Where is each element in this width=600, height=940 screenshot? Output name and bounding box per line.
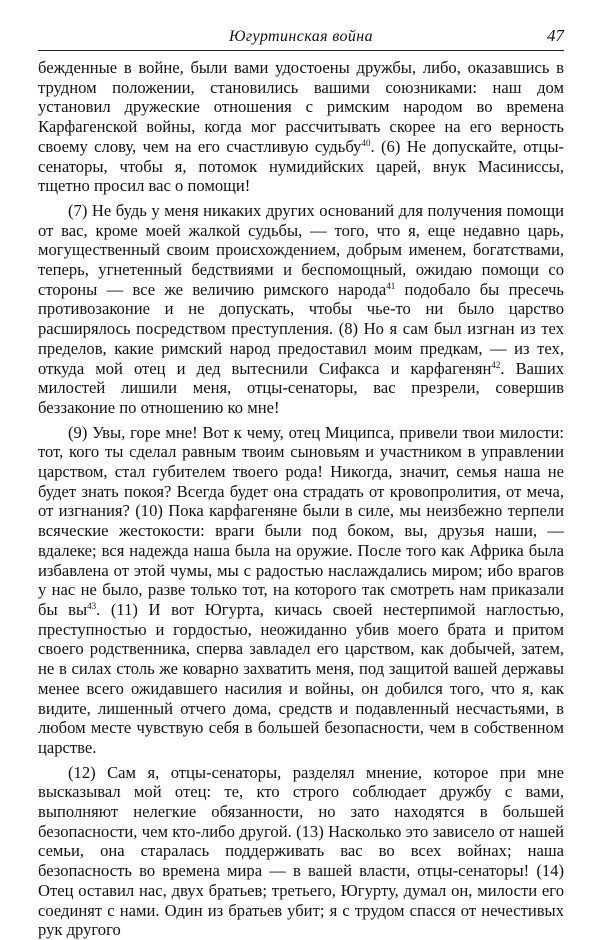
text-segment: подобало бы пресечь противозаконие и не допускать, чтобы чье-то ни было царство расширялось посредством преступления. (8) Но я сам был изгнан из тех пределов, какие римский народ предоставил моим предкам, — из тех, откуда мой отец и дед вытеснили Сифакса и карфагенян: [38, 279, 564, 378]
text-segment: (7) Не будь у меня никаких других оснований для получения помощи от вас, кроме моей жалкой судьбы, — того, что я, еще недавно царь, могущественный своим происхождением, добрым именем, богатствами, теперь, угнетенный бедствиями и беспомощный, ожидаю помощи со стороны — все же величию римского народа: [38, 200, 564, 299]
page-number: 47: [547, 26, 564, 45]
footnote-ref-40[interactable]: 40: [361, 137, 371, 148]
paragraph-2: [38, 201, 564, 418]
running-title: Югуртинская война: [228, 28, 374, 45]
paragraph-4: [38, 763, 564, 940]
footnote-ref-42[interactable]: 42: [491, 359, 501, 370]
text-segment: . (6) Не допускайте, отцы-сенаторы, чтобы я, потомок нумидийских царей, внук Масиниссы, тщетно просил вас о помощи!: [38, 136, 564, 196]
footnote-ref-43[interactable]: 43: [87, 600, 97, 611]
text-segment: . (11) И вот Югурта, кичась своей нестерпимой наглостью, преступностью и гордостью, неожиданно убив моего брата и притом своего родственника, сперва завладел его царством, как добычей, затем, не в силах столь же коварно захватить меня, под защитой вашей державы менее всего ожидавшего насилия и войны, он добился того, что я, как видите, лишенный отчего дома, средств и подавленный несчастьями, в любом месте чувствую себя в большей безопасности, чем в собственном царстве.: [38, 599, 564, 757]
running-header: [38, 28, 564, 48]
paragraph-3: [38, 423, 564, 758]
text-segment: (9) Увы, горе мне! Вот к чему, отец Миципса, привели твои милости: тот, кого ты сделал равным твоим сыновьям и участником в управлении царством, стал губителем твоего рода! Никогда, значит, семья наша не будет знать покоя? Всегда будет она страдать от кровопролития, от меча, от изгнания? (10) Пока карфагеняне были в силе, мы неизбежно терпели всяческие жестокости: враги были под боком, вы, друзья наши, — вдалеке; вся надежда наша была на оружие. После того как Африка была избавлена от этой чумы, мы с радостью наслаждались миром; ибо врагов у нас не было, разве только тот, на которого так смотреть нам приказали бы вы: [38, 422, 564, 619]
header-rule: [38, 50, 564, 51]
text-segment: бежденные в войне, были вами удостоены дружбы, либо, оказавшись в трудном положении, становились вашими союзниками: наш дом установил дружеские отношения с римским народом во времена Карфагенской войны, когда мог рассчитывать скорее на его верность своему слову, чем на его счастливую судьбу: [38, 58, 564, 156]
paragraph-1: [38, 58, 564, 196]
footnote-ref-41[interactable]: 41: [386, 280, 396, 291]
text-segment: . Ваших милостей лишили меня, отцы-сенаторы, вас презрели, совершив беззаконие по отношению ко мне!: [38, 358, 564, 417]
body-text: [38, 58, 564, 940]
text-segment: (12) Сам я, отцы-сенаторы, разделял мнение, которое при мне высказывал мой отец: те, кто строго соблюдает дружбу с вами, выполняют нелегкие обязанности, но зато находятся в большей безопасности, чем кто-либо другой. (13) Насколько это зависело от нашей семьи, она старалась поддерживать вас во всех войнах; наша безопасность во времена мира — в вашей власти, отцы-сенаторы! (14) Отец оставил нас, двух братьев; третьего, Югурту, думал он, милости его соединят с нами. Один из братьев убит; я с трудом спасся от нечестивых рук другого: [38, 762, 564, 940]
